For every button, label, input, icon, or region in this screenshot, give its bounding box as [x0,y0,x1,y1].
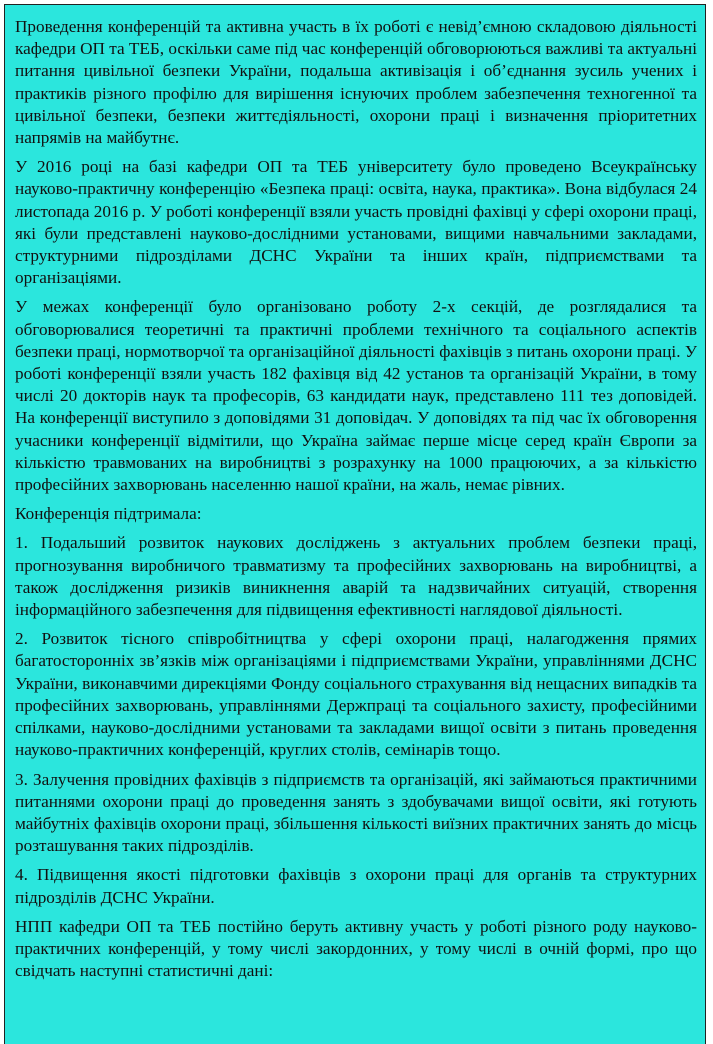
paragraph-intro: Проведення конференцій та активна участь в їх роботі є невід’ємною складовою діяльності кафедри ОП та ТЕБ, оскільки саме під час конференцій обговорюються важливі та актуальні питання цивільної безпеки України, подальша активізація і об’єднання зусиль учених і практиків різного профілю для вирішення існуючих проблем забезпечення техногенної та цивільної безпеки, безпеки життєдіяльності, охорони праці і визначення пріоритетних напрямів на майбутнє. [15,17,697,148]
paragraph-sections: У межах конференції було організовано роботу 2-х секцій, де розглядалися та обговорювалися теоретичні та практичні проблеми технічного та соціального аспектів безпеки праці, нормотворчої та організаційної діяльності фахівців з питань охорони праці. У роботі конференції взяли участь 182 фахівця від 42 установ та організацій України, в тому числі 20 докторів наук та професорів, 63 кандидати наук, представлено 111 тез доповідей. На конференції виступило з доповідями 31 доповідач. У доповідях та під час їх обговорення учасники конференції відмітили, що Україна займає перше місце серед країн Європи за кількістю травмованих на виробництві з розрахунку на 1000 працюючих, а за кількістю професійних захворювань населенню нашої країни, на жаль, немає рівних. [15,297,697,495]
paragraph-support-heading: Конференція підтримала: [15,504,202,524]
list-item-3: 3. Залучення провідних фахівців з підприємств та організацій, які займаються практичними питаннями охорони праці до проведення занять з здобувачами вищої освіти, які готують майбутніх фахівців охорони праці, збільшення кількості виїзних практичних занять до місць розташування таких підрозділів. [15,769,697,856]
paragraph-statistics: НПП кафедри ОП та ТЕБ постійно беруть активну участь у роботі різного роду науково-практичних конференцій, у тому числі закордонних, у тому числі в очній формі, про що свідчать наступні статистичні дані: [15,916,697,981]
list-item-2: 2. Розвиток тісного співробітництва у сфері охорони праці, налагодження прямих багатосторонніх зв’язків між організаціями і підприємствами України, управліннями ДСНС України, виконавчими дирекціями Фонду соціального страхування від нещасних випадків та професійних захворювань, управліннями Держпраці та соціального захисту, професійними спілками, науково-дослідними установами та закладами вищої освіти з питань проведення науково-практичних конференцій, круглих столів, семінарів тощо. [15,629,697,760]
document-page [4,4,706,1044]
list-item-4: 4. Підвищення якості підготовки фахівців з охорони праці для органів та структурних підрозділів ДСНС України. [15,865,697,907]
paragraph-conference-2016: У 2016 році на базі кафедри ОП та ТЕБ університету було проведено Всеукраїнську науково-практичну конференцію «Безпека праці: освіта, наука, практика». Вона відбулася 24 листопада 2016 р. У роботі конференції взяли участь провідні фахівці у сфері охорони праці, які були представлені науково-дослідними установами, вищими навчальними закладами, структурними підрозділами ДСНС України та інших країн, підприємствами та організаціями. [15,157,697,288]
list-item-1: 1. Подальший розвиток наукових досліджень з актуальних проблем безпеки праці, прогнозування виробничого травматизму та професійних захворювань на виробництві, а також дослідження ризиків виникнення аварій та надзвичайних ситуацій, створення інформаційного забезпечення для підвищення ефективності наглядової діяльності. [15,533,697,620]
